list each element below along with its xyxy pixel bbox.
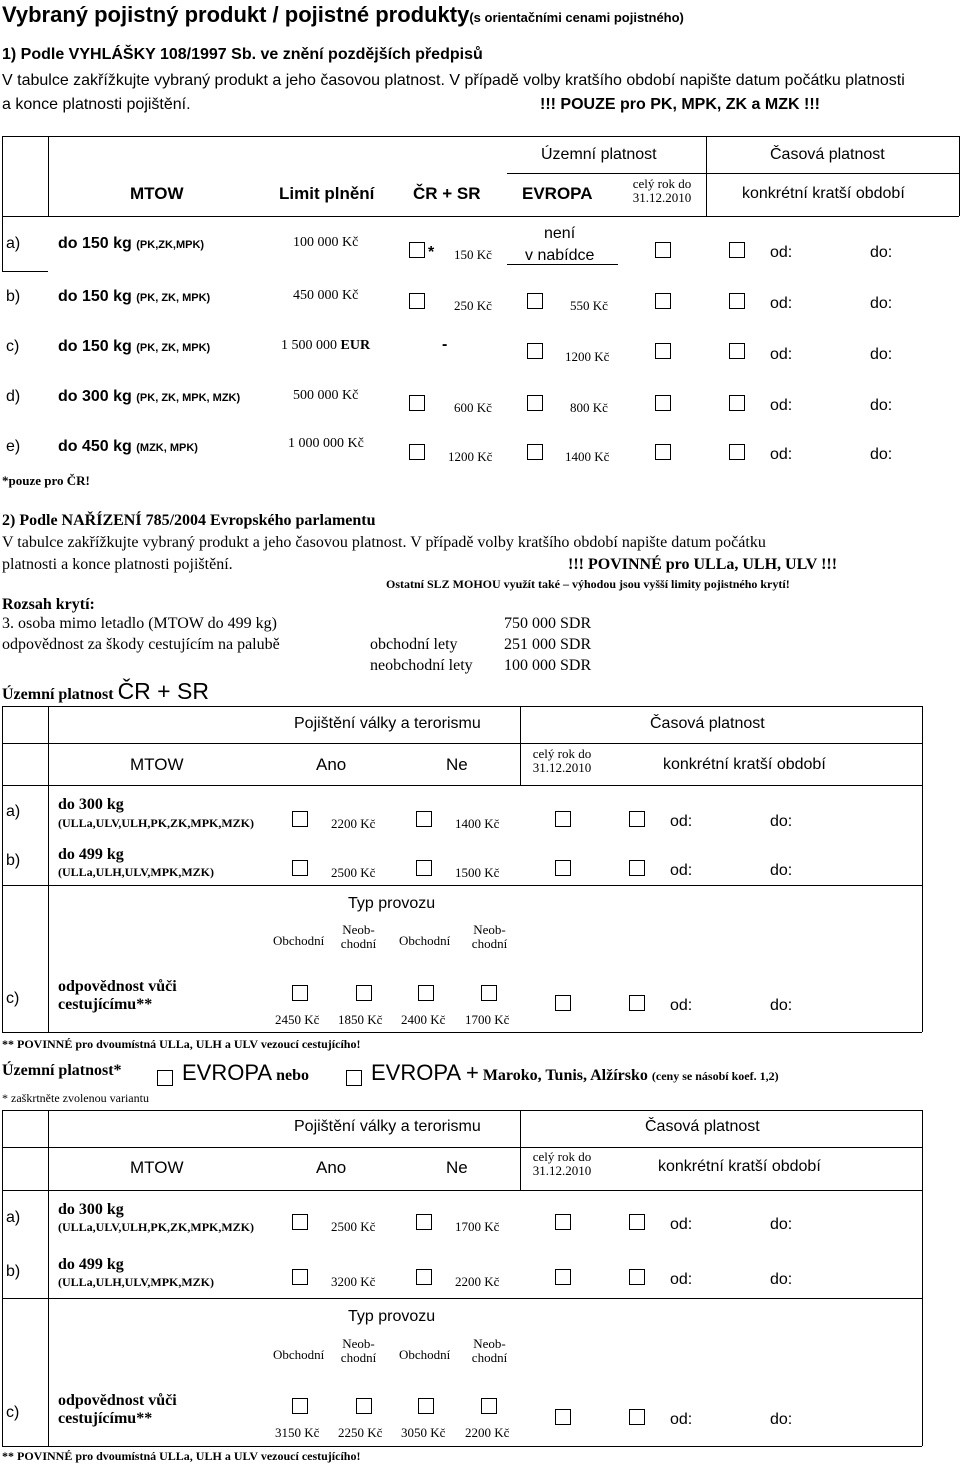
t1-cz-dash: - (442, 336, 448, 353)
t2-from-label: od: (670, 813, 693, 830)
t2-type-noncomm (467, 923, 512, 952)
t1-row-limit: 1 000 000 Kč (288, 436, 364, 451)
t3-col-full-year-date: 31.12.2010 (532, 1163, 592, 1179)
coverage-row-value: 251 000 SDR (504, 636, 592, 653)
t3-row-weight: do 300 kg (58, 1201, 124, 1218)
coverage-row-label: 3. osoba mimo letadlo (MTOW do 499 kg) (2, 615, 277, 632)
territory-cz-label: Územní platnost (2, 686, 114, 703)
t1-line-left (2, 136, 3, 271)
t2-col-shorter: konkrétní kratší období (663, 756, 826, 773)
t3-liab-checkbox[interactable] (418, 1398, 434, 1414)
t1-eu-price: 1400 Kč (565, 449, 610, 464)
t3-from-label: od: (670, 1271, 693, 1288)
t1-row-limit: 100 000 Kč (293, 235, 359, 250)
t1-row-letter: c) (6, 338, 20, 355)
territory-cz (2, 678, 209, 705)
t1-to-label: do: (870, 295, 893, 312)
t1-line-header-bottom (2, 216, 959, 217)
t2-liab-checkbox[interactable] (356, 985, 372, 1001)
territory-eu-option2-suffix: Maroko, Tunis, Alžírsko (482, 1067, 648, 1084)
t1-col-mtow: MTOW (130, 184, 184, 203)
t1-shorter-checkbox[interactable] (729, 293, 745, 309)
t1-row-limit-value: 1 500 000 (281, 338, 337, 353)
t1-row-weight-value: do 300 kg (58, 388, 132, 405)
t1-eu-checkbox[interactable] (527, 444, 543, 460)
t1-col-shorter: konkrétní kratší období (742, 185, 905, 202)
t3-shorter-checkbox[interactable] (629, 1214, 645, 1230)
t3-type-header: Typ provozu (348, 1308, 436, 1325)
t2-line-top (2, 706, 922, 707)
t3-yes-price: 2500 Kč (331, 1219, 376, 1234)
territory-cz-value: ČR + SR (117, 678, 209, 704)
t2-no-price: 1400 Kč (455, 816, 500, 831)
t3-row-categories: (ULLa,ULV,ULH,PK,ZK,MPK,MZK) (58, 1220, 255, 1234)
section2-intro-2: platnosti a konce platnosti pojištění. (2, 556, 233, 573)
coverage-row-type: obchodní lety (370, 636, 458, 653)
territory-eu (2, 1062, 122, 1080)
t1-from-label: od: (770, 295, 793, 312)
section2-heading (2, 512, 376, 530)
t2-full-year-checkbox[interactable] (555, 995, 571, 1011)
section2-notice: !!! POVINNÉ pro ULLa, ULH, ULV !!! (568, 556, 838, 573)
t1-row-categories: (PK, ZK, MPK) (136, 342, 211, 354)
t1-row-limit (281, 338, 370, 354)
t2-no-price: 1500 Kč (455, 865, 500, 880)
t3-liab-checkbox[interactable] (292, 1398, 308, 1414)
t1-row-categories: (MZK, MPK) (136, 442, 198, 454)
t3-shorter-checkbox[interactable] (629, 1409, 645, 1425)
t3-row-letter: b) (6, 1263, 21, 1280)
t1-cz-checkbox[interactable] (409, 444, 425, 460)
t3-col-no: Ne (446, 1158, 468, 1177)
t3-col-yes: Ano (316, 1158, 347, 1177)
t2-header-time: Časová platnost (650, 715, 765, 732)
t2-yes-price: 2200 Kč (331, 816, 376, 831)
t1-row-weight-value: do 450 kg (58, 438, 132, 455)
t3-col-full-year (522, 1150, 602, 1179)
t2-col-full-year-date: 31.12.2010 (532, 760, 592, 776)
t3-shorter-checkbox[interactable] (629, 1269, 645, 1285)
t2-type-comm: Obchodní (399, 933, 451, 948)
t3-from-label: od: (670, 1216, 693, 1233)
t1-to-label: do: (870, 397, 893, 414)
t2-type-comm: Obchodní (273, 933, 325, 948)
t3-type-noncomm-1: Neob- (342, 1336, 375, 1351)
t1-cz-checkbox[interactable] (409, 293, 425, 309)
t3-line-col-time (520, 1110, 521, 1190)
t2-type-noncomm-1: Neob- (342, 922, 375, 937)
section1-notice: !!! POUZE pro PK, MPK, ZK a MZK !!! (540, 96, 820, 113)
t1-to-label: do: (870, 446, 893, 463)
t2-footnote: ** POVINNÉ pro dvoumístná ULLa, ULH a ULV vezoucí cestujícího! (2, 1037, 361, 1051)
t1-full-year-checkbox[interactable] (655, 343, 671, 359)
t3-from-label: od: (670, 1411, 693, 1428)
t3-no-checkbox[interactable] (416, 1214, 432, 1230)
t2-col-full-year (522, 747, 602, 776)
t1-col-limit: Limit plnění (279, 184, 375, 203)
section1-heading: 1) Podle VYHLÁŠKY 108/1997 Sb. ve znění pozdějších předpisů (2, 46, 483, 63)
territory-eu-coef: (ceny se násobí koef. 1,2) (651, 1069, 779, 1083)
t3-line-left (2, 1110, 3, 1446)
t3-row-letter: c) (6, 1404, 20, 1421)
t2-liab-checkbox[interactable] (292, 985, 308, 1001)
t1-full-year-checkbox[interactable] (655, 444, 671, 460)
coverage-row-type: neobchodní lety (370, 657, 473, 674)
section1-intro-2: a konce platnosti pojištění. (2, 96, 191, 113)
territory-eu-option2-checkbox[interactable] (346, 1070, 362, 1086)
t1-cz-price: 250 Kč (454, 298, 492, 313)
t2-to-label: do: (770, 997, 793, 1014)
t3-col-shorter: konkrétní kratší období (658, 1158, 821, 1175)
t1-shorter-checkbox[interactable] (729, 444, 745, 460)
t1-col-europe: EVROPA (522, 184, 593, 203)
t2-liab-price: 2450 Kč (275, 1012, 320, 1027)
territory-eu-label: Územní platnost* (2, 1062, 122, 1079)
t1-row-limit: 450 000 Kč (293, 288, 359, 303)
t3-line-col1 (48, 1110, 49, 1446)
t3-no-price: 1700 Kč (455, 1219, 500, 1234)
t1-row-weight-value: do 150 kg (58, 338, 132, 355)
t2-type-noncomm-2: chodní (340, 936, 377, 952)
t1-from-label: od: (770, 244, 793, 261)
t3-yes-checkbox[interactable] (292, 1214, 308, 1230)
t2-from-label: od: (670, 862, 693, 879)
t1-header-territory: Územní platnost (541, 146, 657, 163)
territory-eu-option1 (182, 1060, 309, 1086)
t1-row-weight-value: do 150 kg (58, 235, 132, 252)
t1-row-letter: e) (6, 438, 21, 455)
t2-line-header-bottom (2, 785, 922, 786)
t3-line-liability-top (2, 1298, 922, 1299)
t3-row-letter: a) (6, 1209, 21, 1226)
t1-row-weight-value: do 150 kg (58, 288, 132, 305)
t3-no-checkbox[interactable] (416, 1269, 432, 1285)
section2-heading-main: NAŘÍZENÍ (61, 512, 142, 529)
territory-eu-option1-label: EVROPA (182, 1060, 273, 1085)
t2-shorter-checkbox[interactable] (629, 860, 645, 876)
t1-from-label: od: (770, 397, 793, 414)
t3-liab-price: 3050 Kč (401, 1425, 446, 1440)
territory-eu-hint: * zaškrtněte zvolenou variantu (2, 1091, 149, 1105)
t3-full-year-checkbox[interactable] (555, 1214, 571, 1230)
t2-row-weight: do 499 kg (58, 846, 124, 863)
t1-cz-price: 1200 Kč (448, 449, 493, 464)
t3-liab-price: 2200 Kč (465, 1425, 510, 1440)
t2-type-noncomm-2: chodní (471, 936, 508, 952)
t3-row-weight: do 499 kg (58, 1256, 124, 1273)
t1-cz-price: 600 Kč (454, 400, 492, 415)
t2-yes-price: 2500 Kč (331, 865, 376, 880)
t2-no-checkbox[interactable] (416, 811, 432, 827)
t1-from-label: od: (770, 346, 793, 363)
t2-line-col-time (520, 706, 521, 785)
t1-eu-not-offered-1: není (544, 225, 576, 242)
t2-to-label: do: (770, 813, 793, 830)
t3-liability-label-2: cestujícímu** (58, 1409, 153, 1427)
t3-type-comm: Obchodní (399, 1347, 451, 1362)
t2-line-liability-top (2, 885, 922, 886)
t3-line-top (2, 1110, 922, 1111)
t2-shorter-checkbox[interactable] (629, 811, 645, 827)
t1-cz-checkbox[interactable] (409, 242, 425, 258)
t1-from-label: od: (770, 446, 793, 463)
t3-liability-label-1: odpovědnost vůči (58, 1392, 177, 1409)
t3-header-war: Pojištění války a terorismu (294, 1118, 481, 1135)
t2-type-header: Typ provozu (348, 895, 436, 912)
t3-liab-price: 2250 Kč (338, 1425, 383, 1440)
title-text: Vybraný pojistný produkt / pojistné produkty (2, 2, 470, 27)
t1-shorter-checkbox[interactable] (729, 395, 745, 411)
territory-eu-option1-checkbox[interactable] (157, 1070, 173, 1086)
t2-liab-price: 1700 Kč (465, 1012, 510, 1027)
territory-eu-option2 (371, 1060, 779, 1086)
t1-row-letter: b) (6, 288, 21, 305)
t2-yes-checkbox[interactable] (292, 860, 308, 876)
t2-no-checkbox[interactable] (416, 860, 432, 876)
territory-eu-option1-suffix: nebo (276, 1067, 309, 1084)
t2-row-categories: (ULLa,ULH,ULV,MPK,MZK) (58, 865, 215, 879)
t3-row-categories: (ULLa,ULH,ULV,MPK,MZK) (58, 1275, 215, 1289)
t2-row-letter: b) (6, 852, 21, 869)
t3-liab-price: 3150 Kč (275, 1425, 320, 1440)
t2-line-left (2, 706, 3, 1032)
t2-col-yes: Ano (316, 755, 347, 774)
t2-liab-checkbox[interactable] (418, 985, 434, 1001)
t3-no-price: 2200 Kč (455, 1274, 500, 1289)
coverage-row-value: 100 000 SDR (504, 657, 592, 674)
t2-line-col1 (48, 706, 49, 1032)
t1-row-letter: a) (6, 235, 21, 252)
t2-liab-price: 2400 Kč (401, 1012, 446, 1027)
t2-liab-checkbox[interactable] (481, 985, 497, 1001)
t2-liability-label-2: cestujícímu** (58, 995, 153, 1013)
t1-eu-checkbox[interactable] (527, 343, 543, 359)
t3-liab-checkbox[interactable] (481, 1398, 497, 1414)
t1-row-letter: d) (6, 388, 21, 405)
t2-full-year-checkbox[interactable] (555, 811, 571, 827)
t1-row-limit: 500 000 Kč (293, 388, 359, 403)
t1-row-limit-currency: EUR (340, 338, 371, 353)
t3-line-bottom (2, 1446, 922, 1447)
coverage-row-value: 750 000 SDR (504, 615, 592, 632)
t3-type-noncomm-2: chodní (471, 1350, 508, 1366)
section1-intro-1: V tabulce zakřížkujte vybraný produkt a jeho časovou platnost. V případě volby kratšího období napište datum počátku platnosti (2, 72, 905, 89)
section2-notice2: Ostatní SLZ MOHOU využít také – výhodou jsou vyšší limity pojistného krytí! (386, 577, 790, 591)
t2-line-bottom (2, 1032, 922, 1033)
t1-line-left-stub (2, 271, 48, 272)
t2-row-weight: do 300 kg (58, 796, 124, 813)
t3-liab-checkbox[interactable] (356, 1398, 372, 1414)
t1-row-categories: (PK,ZK,MPK) (136, 239, 205, 251)
t1-cz-star: * (428, 244, 435, 261)
t3-line-header-mid (2, 1147, 922, 1148)
t3-line-right (922, 1110, 923, 1446)
t3-col-full-year-label: celý rok do (532, 1149, 592, 1164)
t3-to-label: do: (770, 1271, 793, 1288)
t3-yes-price: 3200 Kč (331, 1274, 376, 1289)
t1-row-categories: (PK, ZK, MPK) (136, 292, 211, 304)
coverage-row-label: odpovědnost za škody cestujícím na palubě (2, 636, 280, 653)
title-note: (s orientačními cenami pojistného) (469, 10, 684, 25)
t1-eu-price: 550 Kč (570, 298, 608, 313)
coverage-label: Rozsah krytí: (2, 596, 95, 613)
t2-col-full-year-label: celý rok do (532, 746, 592, 761)
territory-eu-option2-label: EVROPA + (371, 1060, 479, 1085)
t1-line-top (2, 136, 959, 137)
t1-row-weight (58, 388, 240, 406)
t1-col-full-year-date: 31.12.2010 (632, 190, 692, 206)
t2-liability-label (58, 978, 177, 1013)
t3-full-year-checkbox[interactable] (555, 1409, 571, 1425)
t1-line-header-mid (507, 173, 959, 174)
t1-col-full-year-label: celý rok do (632, 176, 692, 191)
t1-full-year-checkbox[interactable] (655, 242, 671, 258)
t1-shorter-checkbox[interactable] (729, 242, 745, 258)
t1-row-weight (58, 338, 210, 356)
t2-col-mtow: MTOW (130, 755, 184, 774)
t1-cz-price: 150 Kč (454, 247, 492, 262)
t3-header-time: Časová platnost (645, 1118, 760, 1135)
section2-intro-1: V tabulce zakřížkujte vybraný produkt a jeho časovou platnost. V případě volby kratšího období napište datum počátku (2, 534, 766, 551)
t1-cz-checkbox[interactable] (409, 395, 425, 411)
t1-eu-price: 800 Kč (570, 400, 608, 415)
t2-shorter-checkbox[interactable] (629, 995, 645, 1011)
t1-shorter-checkbox[interactable] (729, 343, 745, 359)
t2-header-war: Pojištění války a terorismu (294, 715, 481, 732)
t1-col-cz-sr: ČR + SR (413, 184, 481, 203)
t3-type-noncomm-2: chodní (340, 1350, 377, 1366)
t3-type-noncomm-1: Neob- (473, 1336, 506, 1351)
t2-row-letter: c) (6, 990, 20, 1007)
t1-to-label: do: (870, 244, 893, 261)
t1-to-label: do: (870, 346, 893, 363)
t1-col-full-year (622, 177, 702, 206)
t3-col-mtow: MTOW (130, 1158, 184, 1177)
t1-eu-checkbox[interactable] (527, 293, 543, 309)
t1-eu-price: 1200 Kč (565, 349, 610, 364)
t3-type-comm: Obchodní (273, 1347, 325, 1362)
t2-type-noncomm-1: Neob- (473, 922, 506, 937)
t2-liab-price: 1850 Kč (338, 1012, 383, 1027)
t1-eu-not-offered-2: v nabídce (525, 247, 595, 264)
section2-heading-post: 785/2004 Evropského parlamentu (141, 512, 376, 529)
t2-line-header-mid (2, 743, 922, 744)
t1-header-time: Časová platnost (770, 146, 885, 163)
t2-line-right (922, 706, 923, 1032)
t3-line-header-bottom (2, 1190, 922, 1191)
t3-yes-checkbox[interactable] (292, 1269, 308, 1285)
t2-from-label: od: (670, 997, 693, 1014)
t2-row-categories: (ULLa,ULV,ULH,PK,ZK,MPK,MZK) (58, 816, 255, 830)
t2-row-letter: a) (6, 803, 21, 820)
t2-col-no: Ne (446, 755, 468, 774)
t1-line-col-time (706, 136, 707, 216)
section1-footnote: *pouze pro ČR! (2, 473, 90, 488)
t2-to-label: do: (770, 862, 793, 879)
t1-row-weight (58, 288, 210, 306)
t1-row-weight (58, 438, 198, 456)
t3-type-noncomm (467, 1337, 512, 1366)
t3-footnote: ** POVINNÉ pro dvoumístná ULLa, ULH a ULV vezoucí cestujícího! (2, 1449, 361, 1463)
t3-type-noncomm (336, 1337, 381, 1366)
t1-row-categories: (PK, ZK, MPK, MZK) (136, 392, 241, 404)
t3-to-label: do: (770, 1411, 793, 1428)
t3-liability-label (58, 1392, 177, 1427)
t1-row-weight (58, 235, 204, 253)
section2-heading-pre: 2) Podle (2, 512, 62, 529)
t1-full-year-checkbox[interactable] (655, 293, 671, 309)
t2-yes-checkbox[interactable] (292, 811, 308, 827)
page-title (2, 2, 684, 28)
t2-full-year-checkbox[interactable] (555, 860, 571, 876)
t2-type-noncomm (336, 923, 381, 952)
t1-eu-checkbox[interactable] (527, 395, 543, 411)
t1-line-col1 (48, 136, 49, 216)
t3-full-year-checkbox[interactable] (555, 1269, 571, 1285)
t3-to-label: do: (770, 1216, 793, 1233)
t1-full-year-checkbox[interactable] (655, 395, 671, 411)
t2-liability-label-1: odpovědnost vůči (58, 978, 177, 995)
